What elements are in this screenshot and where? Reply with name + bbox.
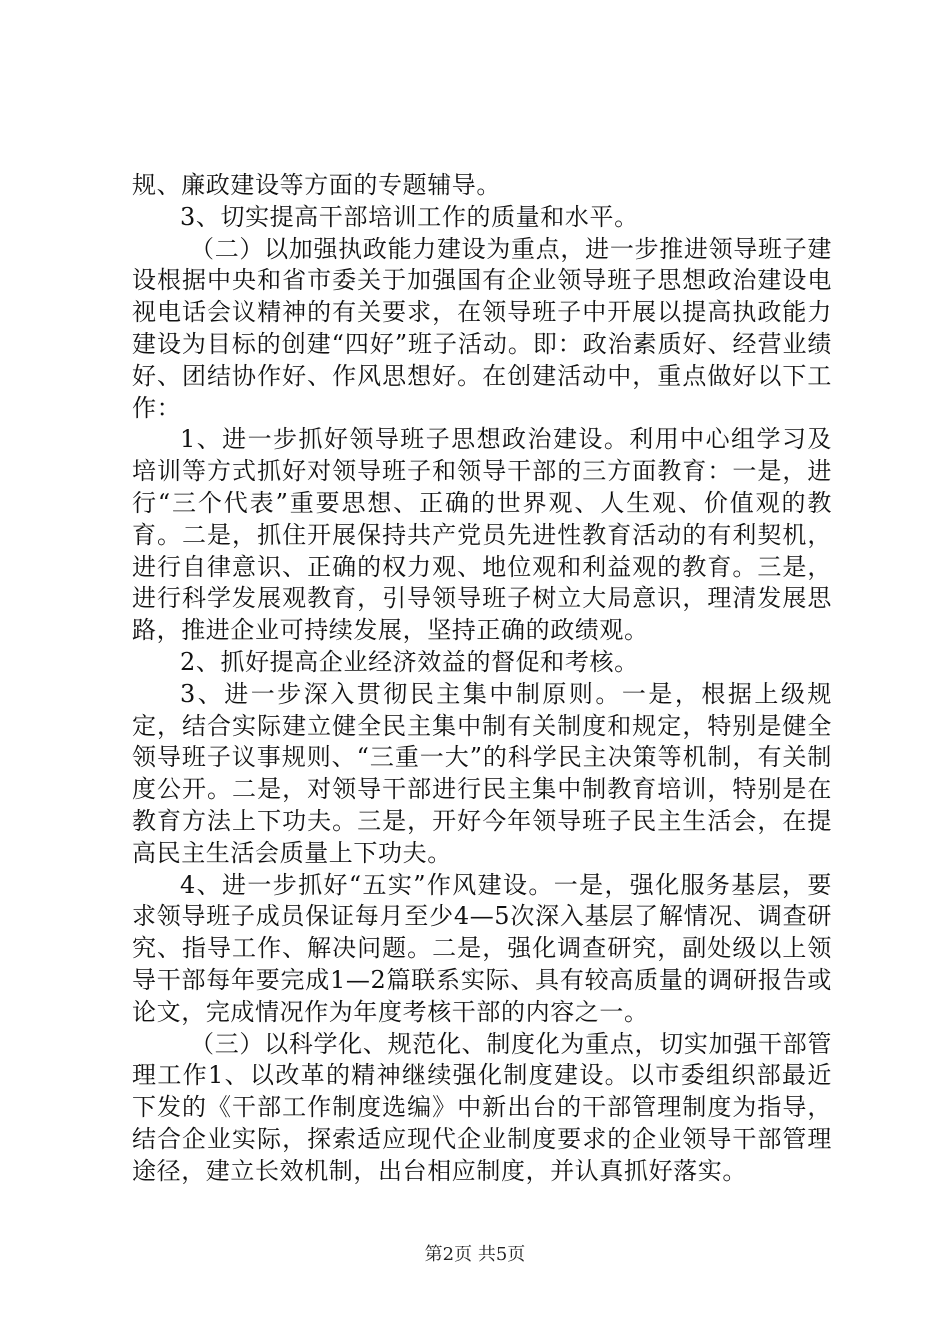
document-body — [132, 170, 832, 1188]
page-number-footer: 第2页 共5页 — [424, 1244, 526, 1265]
paragraph-1: 规、廉政建设等方面的专题辅导。 — [132, 171, 501, 199]
paragraph-7: 4、进一步抓好“五实”作风建设。一是，强化服务基层，要求领导班子成员保证每月至少4—5次深入基层了解情况、调查研究、指导工作、解决问题。二是，强化调查研究，副处级以上领导干部每年要完成1—2篇联系实际、具有较高质量的调研报告或论文，完成情况作为年度考核干部的内容之一。 — [132, 870, 832, 1026]
paragraph-4: 1、进一步抓好领导班子思想政治建设。利用中心组学习及培训等方式抓好对领导班子和领导干部的三方面教育：一是，进行“三个代表”重要思想、正确的世界观、人生观、价值观的教育。二是，抓住开展保持共产党员先进性教育活动的有利契机，进行自律意识、正确的权力观、地位观和利益观的教育。三是，进行科学发展观教育，引导领导班子树立大局意识，理清发展思路，推进企业可持续发展，坚持正确的政绩观。 — [132, 425, 832, 645]
paragraph-2: 3、切实提高干部培训工作的质量和水平。 — [180, 202, 639, 231]
paragraph-3: （二）以加强执政能力建设为重点，进一步推进领导班子建设根据中央和省市委关于加强国有企业领导班子思想政治建设电视电话会议精神的有关要求，在领导班子中开展以提高执政能力建设为目标的创建“四好”班子活动。即：政治素质好、经营业绩好、团结协作好、作风思想好。在创建活动中，重点做好以下工作： — [132, 234, 832, 422]
paragraph-6: 3、进一步深入贯彻民主集中制原则。一是，根据上级规定，结合实际建立健全民主集中制有关制度和规定，特别是健全领导班子议事规则、“三重一大”的科学民主决策等机制，有关制度公开。二是，对领导干部进行民主集中制教育培训，特别是在教育方法上下功夫。三是，开好今年领导班子民主生活会，在提高民主生活会质量上下功夫。 — [132, 679, 832, 867]
paragraph-5: 2、抓好提高企业经济效益的督促和考核。 — [180, 647, 639, 676]
paragraph-8: （三）以科学化、规范化、制度化为重点，切实加强干部管理工作1、以改革的精神继续强化制度建设。以市委组织部最近下发的《干部工作制度选编》中新出台的干部管理制度为指导，结合企业实际，探索适应现代企业制度要求的企业领导干部管理途径，建立长效机制，出台相应制度，并认真抓好落实。 — [132, 1029, 832, 1185]
